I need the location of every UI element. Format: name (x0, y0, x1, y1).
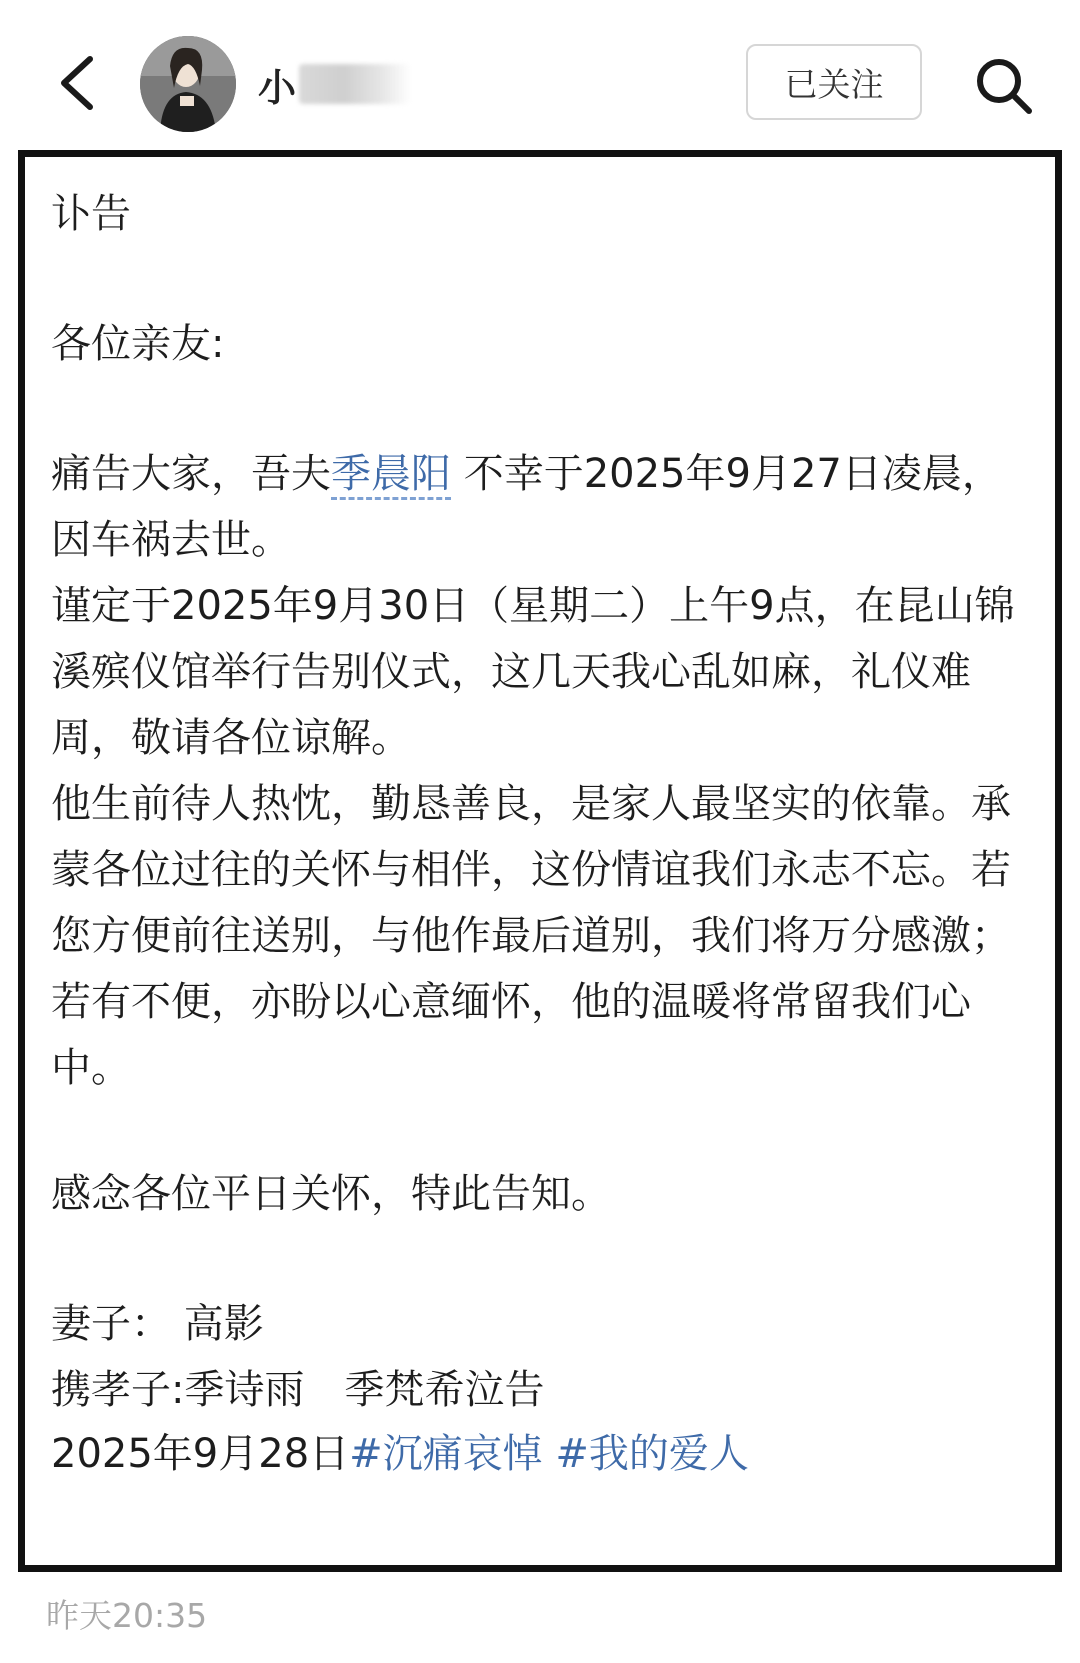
hashtag-link[interactable]: #我的爱人 (555, 1431, 749, 1477)
top-bar (0, 0, 1080, 150)
notice-paragraph-3: 他生前待人热忱，勤恳善良，是家人最坚实的依靠。承蒙各位过往的关怀与相伴，这份情谊我们永志不忘。若您方便前往送别，与他作最后道别，我们将万分感激；若有不便，亦盼以心意缅怀，他的温暖将常留我们心中。 (51, 781, 1011, 1091)
notice-children-line: 携孝子:季诗雨 季梵希泣告 (51, 1367, 545, 1413)
search-button[interactable] (964, 46, 1044, 126)
username-text: 小 (258, 65, 298, 110)
p1-after: 不幸于2025年9月27日凌晨，因车祸去世。 (51, 451, 1002, 563)
back-button[interactable] (46, 48, 106, 118)
username-blurred-area (299, 64, 411, 104)
mentioned-name-link[interactable]: 季晨阳 (331, 451, 451, 500)
notice-paragraph-2: 谨定于2025年9月30日（星期二）上午9点，在昆山锦溪殡仪馆举行告别仪式，这几天我心乱如麻，礼仪难周，敬请各位谅解。 (51, 583, 1015, 761)
notice-paragraph-1 (51, 441, 1041, 573)
post-timestamp: 昨天20:35 (46, 1596, 208, 1635)
notice-date-line (51, 1421, 1041, 1487)
search-icon (974, 56, 1034, 116)
notice-date: 2025年9月28日 (51, 1431, 350, 1477)
avatar-image (140, 36, 236, 132)
p1-before: 痛告大家，吾夫 (51, 451, 331, 497)
notice-paragraph-4: 感念各位平日关怀，特此告知。 (51, 1171, 611, 1217)
avatar[interactable] (140, 36, 236, 132)
username[interactable] (258, 58, 411, 110)
chevron-left-icon (56, 55, 96, 111)
obituary-notice-image (18, 150, 1062, 1572)
following-button[interactable]: 已关注 (746, 44, 922, 120)
notice-wife-line: 妻子： 高影 (51, 1301, 264, 1347)
hashtag-link[interactable]: #沉痛哀悼 (349, 1431, 543, 1477)
notice-title: 讣告 (51, 191, 131, 237)
notice-salutation: 各位亲友: (51, 321, 225, 367)
